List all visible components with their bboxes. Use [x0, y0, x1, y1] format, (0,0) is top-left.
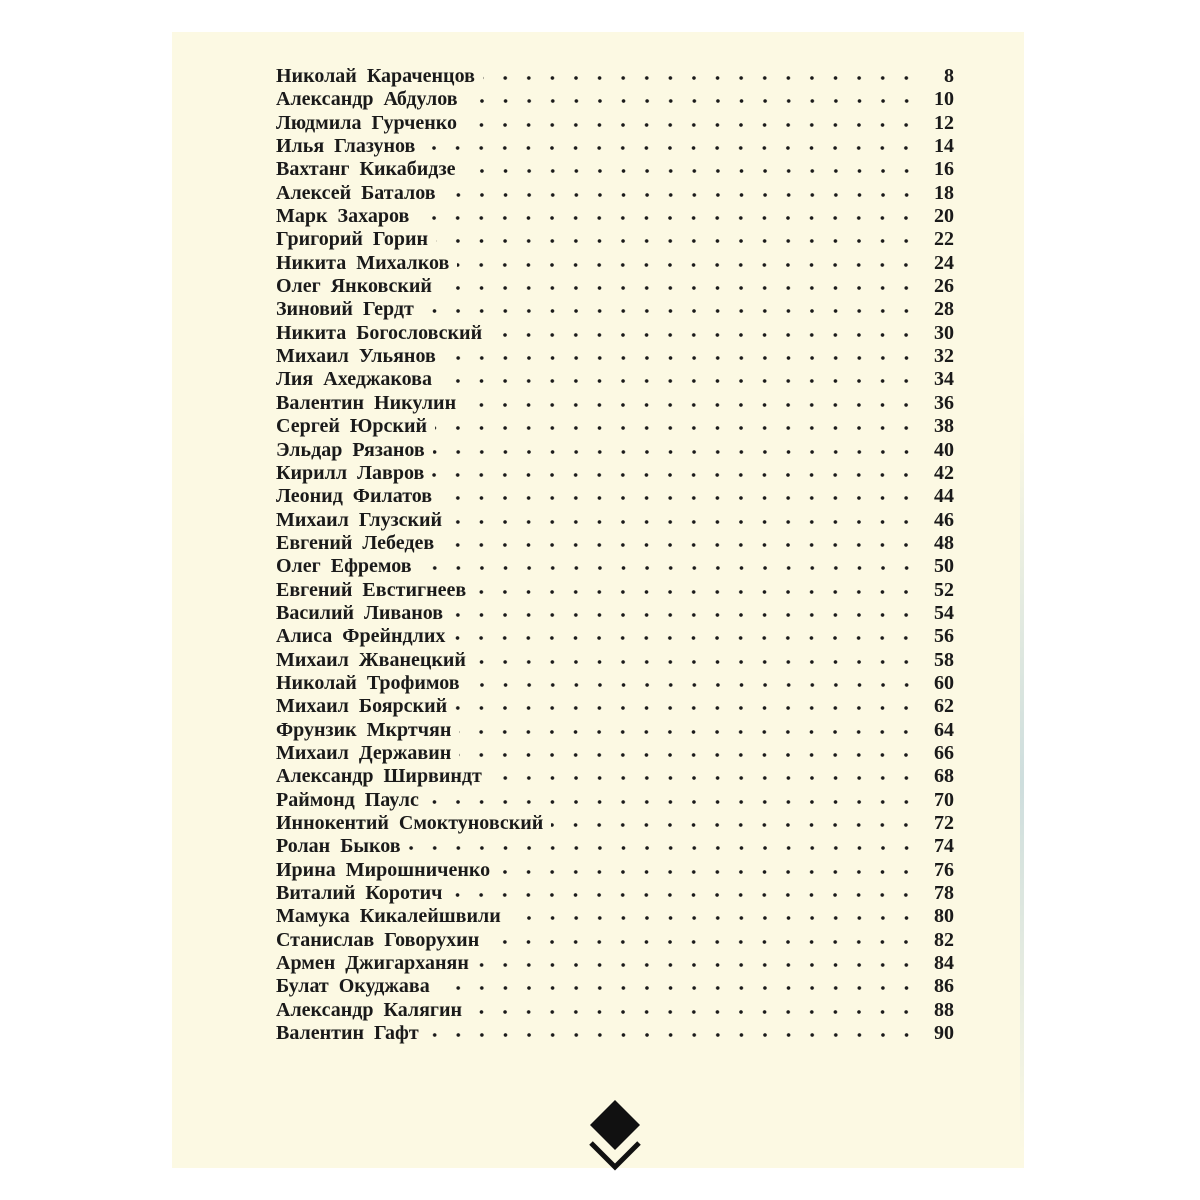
- toc-dot-leader: [440, 367, 918, 387]
- toc-entry-page-number: 22: [934, 228, 954, 251]
- toc-dot-leader: [464, 157, 918, 177]
- toc-entry: [276, 739, 954, 762]
- toc-entry-name: Михаил Державин: [276, 741, 452, 764]
- toc-entry-name: Никита Михалков: [276, 251, 450, 274]
- toc-dot-leader: [432, 461, 918, 481]
- toc-entry-name: Вахтанг Кикабидзе: [276, 158, 456, 181]
- toc-entry-name: Виталий Коротич: [276, 882, 443, 905]
- toc-entry-page-number: 24: [934, 251, 954, 274]
- toc-dot-leader: [417, 204, 918, 224]
- toc-entry: [276, 552, 954, 578]
- toc-entry: [276, 272, 954, 298]
- toc-dot-leader: [450, 508, 918, 528]
- toc-entry: [276, 459, 954, 482]
- toc-dot-leader: [444, 181, 918, 201]
- toc-entry-page-number: 38: [934, 415, 954, 438]
- toc-entry-page-number: 28: [934, 298, 954, 321]
- toc-entry: [276, 762, 954, 788]
- toc-entry: [276, 179, 954, 202]
- toc-entry-page-number: 18: [934, 181, 954, 204]
- toc-entry: [276, 926, 954, 949]
- toc-entry: [276, 249, 954, 272]
- toc-entry-name: Мамука Кикалейшвили: [276, 905, 501, 928]
- toc-entry-page-number: 40: [934, 438, 954, 461]
- toc-entry-page-number: 72: [934, 812, 954, 834]
- toc-entry-page-number: 62: [934, 695, 954, 718]
- toc-dot-leader: [483, 64, 918, 84]
- toc-dot-leader: [490, 321, 918, 341]
- toc-dot-leader: [466, 87, 918, 107]
- toc-entry: [276, 506, 954, 529]
- toc-entry-name: Валентин Гафт: [276, 1022, 419, 1045]
- toc-entry-page-number: 76: [934, 858, 954, 881]
- toc-entry-page-number: 8: [944, 65, 954, 87]
- toc-entry-name: Кирилл Лавров: [276, 461, 425, 484]
- toc-entry-name: Василий Ливанов: [276, 601, 444, 624]
- toc-entry: [276, 225, 954, 251]
- toc-entry: [276, 319, 954, 342]
- toc-entry: [276, 482, 954, 508]
- toc-entry-page-number: 70: [934, 788, 954, 811]
- toc-entry-page-number: 26: [934, 275, 954, 298]
- toc-entry-page-number: 30: [934, 321, 954, 344]
- toc-entry-page-number: 56: [934, 625, 954, 648]
- toc-entry-name: Леонид Филатов: [276, 485, 433, 508]
- toc-entry: [276, 949, 954, 975]
- toc-entry: [276, 342, 954, 368]
- toc-dot-leader: [435, 414, 918, 434]
- toc-entry-name: Михаил Ульянов: [276, 345, 436, 368]
- toc-entry: [276, 576, 954, 599]
- toc-entry-page-number: 88: [934, 998, 954, 1021]
- toc-entry-name: Алексей Баталов: [276, 181, 436, 204]
- toc-entry-page-number: 66: [934, 741, 954, 764]
- publisher-diamond-logo-icon: [588, 1100, 642, 1172]
- toc-entry: [276, 879, 954, 905]
- toc-dot-leader: [551, 811, 918, 831]
- toc-dot-leader: [427, 1021, 918, 1041]
- toc-entry-name: Людмила Гурченко: [276, 111, 458, 134]
- toc-entry-name: Михаил Глузский: [276, 508, 443, 531]
- toc-dot-leader: [477, 951, 918, 971]
- toc-entry-name: Евгений Лебедев: [276, 531, 435, 554]
- toc-dot-leader: [457, 251, 918, 271]
- toc-entry-page-number: 54: [934, 601, 954, 624]
- toc-dot-leader: [459, 741, 918, 761]
- toc-entry-name: Раймонд Паулс: [276, 788, 419, 811]
- toc-dot-leader: [490, 764, 918, 784]
- toc-dot-leader: [423, 134, 918, 154]
- toc-entry: [276, 599, 954, 622]
- toc-entry-page-number: 42: [934, 461, 954, 484]
- toc-entry-name: Фрунзик Мкртчян: [276, 718, 452, 741]
- toc-entry: [276, 996, 954, 1019]
- toc-entry: [276, 646, 954, 669]
- toc-dot-leader: [442, 531, 918, 551]
- toc-dot-leader: [436, 227, 918, 247]
- toc-entry-page-number: 58: [934, 648, 954, 671]
- toc-entry-page-number: 10: [934, 88, 954, 111]
- toc-entry-page-number: 36: [934, 391, 954, 414]
- toc-entry: [276, 856, 954, 879]
- toc-entry-page-number: 64: [934, 718, 954, 741]
- toc-entry-name: Станислав Говорухин: [276, 928, 480, 951]
- toc-entry-name: Лия Ахеджакова: [276, 368, 432, 391]
- toc-dot-leader: [474, 648, 918, 668]
- toc-entry: [276, 786, 954, 809]
- toc-entry-page-number: 46: [934, 508, 954, 531]
- toc-dot-leader: [409, 834, 918, 854]
- toc-entry: [276, 295, 954, 321]
- toc-entry: [276, 365, 954, 391]
- table-of-contents: [276, 62, 954, 1045]
- toc-entry-page-number: 86: [934, 975, 954, 998]
- toc-entry-name: Николай Караченцов: [276, 65, 475, 87]
- toc-entry: [276, 109, 954, 132]
- toc-dot-leader: [427, 788, 918, 808]
- toc-entry-page-number: 74: [934, 835, 954, 858]
- toc-dot-leader: [451, 601, 918, 621]
- toc-dot-leader: [420, 554, 918, 574]
- toc-dot-leader: [440, 274, 918, 294]
- toc-entry-page-number: 44: [934, 485, 954, 508]
- toc-entry-page-number: 32: [934, 345, 954, 368]
- toc-entry-name: Григорий Горин: [276, 228, 429, 251]
- toc-entry-name: Евгений Евстигнеев: [276, 578, 467, 601]
- book-page: [172, 32, 1024, 1168]
- toc-entry-name: Иннокентий Смоктуновский: [276, 812, 544, 834]
- toc-entry-page-number: 12: [934, 111, 954, 134]
- toc-dot-leader: [450, 881, 918, 901]
- toc-dot-leader: [438, 974, 918, 994]
- toc-dot-leader: [422, 297, 918, 317]
- toc-entry-name: Михаил Боярский: [276, 695, 448, 718]
- toc-entry: [276, 832, 954, 858]
- toc-entry-name: Зиновий Гердт: [276, 298, 414, 321]
- toc-entry-page-number: 68: [934, 765, 954, 788]
- toc-entry-page-number: 34: [934, 368, 954, 391]
- toc-entry: [276, 412, 954, 438]
- toc-entry-name: Армен Джигарханян: [276, 952, 469, 975]
- toc-entry: [276, 622, 954, 648]
- toc-entry: [276, 62, 954, 85]
- toc-entry-page-number: 14: [934, 135, 954, 158]
- toc-entry-page-number: 50: [934, 555, 954, 578]
- toc-dot-leader: [470, 998, 918, 1018]
- toc-entry-page-number: 78: [934, 882, 954, 905]
- toc-entry-name: Александр Ширвиндт: [276, 765, 482, 788]
- toc-entry-page-number: 80: [934, 905, 954, 928]
- toc-entry-page-number: 20: [934, 205, 954, 228]
- toc-entry: [276, 529, 954, 552]
- toc-dot-leader: [487, 928, 918, 948]
- toc-entry-name: Эльдар Рязанов: [276, 438, 425, 461]
- toc-entry-name: Михаил Жванецкий: [276, 648, 466, 671]
- toc-entry: [276, 669, 954, 692]
- toc-entry-page-number: 82: [934, 928, 954, 951]
- toc-entry: [276, 85, 954, 111]
- toc-entry: [276, 809, 954, 832]
- toc-entry-name: Александр Калягин: [276, 998, 463, 1021]
- toc-dot-leader: [440, 484, 918, 504]
- toc-entry-name: Булат Окуджава: [276, 975, 430, 998]
- toc-entry: [276, 1019, 954, 1045]
- toc-dot-leader: [464, 391, 918, 411]
- toc-entry-page-number: 60: [934, 671, 954, 694]
- toc-entry-name: Ирина Мирошниченко: [276, 858, 491, 881]
- toc-entry-page-number: 16: [934, 158, 954, 181]
- toc-entry: [276, 389, 954, 412]
- toc-entry: [276, 132, 954, 158]
- toc-entry: [276, 716, 954, 739]
- toc-dot-leader: [468, 671, 918, 691]
- toc-dot-leader: [474, 578, 918, 598]
- toc-dot-leader: [509, 904, 918, 924]
- toc-entry: [276, 902, 954, 928]
- toc-entry-page-number: 52: [934, 578, 954, 601]
- toc-entry-name: Николай Трофимов: [276, 671, 460, 694]
- toc-dot-leader: [453, 624, 918, 644]
- toc-entry-name: Олег Янковский: [276, 275, 432, 298]
- toc-dot-leader: [455, 694, 918, 714]
- toc-dot-leader: [498, 858, 918, 878]
- toc-entry: [276, 202, 954, 228]
- toc-entry-page-number: 90: [934, 1022, 954, 1045]
- toc-dot-leader: [444, 344, 918, 364]
- toc-entry-name: Александр Абдулов: [276, 88, 458, 111]
- toc-entry-name: Илья Глазунов: [276, 135, 416, 158]
- toc-entry: [276, 972, 954, 998]
- toc-entry: [276, 436, 954, 459]
- toc-entry-page-number: 48: [934, 531, 954, 554]
- toc-entry-name: Никита Богословский: [276, 321, 483, 344]
- toc-entry-page-number: 84: [934, 952, 954, 975]
- toc-dot-leader: [459, 718, 918, 738]
- toc-entry-name: Сергей Юрский: [276, 415, 427, 438]
- toc-entry-name: Алиса Фрейндлих: [276, 625, 446, 648]
- toc-entry: [276, 692, 954, 718]
- toc-dot-leader: [465, 111, 918, 131]
- toc-entry-name: Валентин Никулин: [276, 391, 457, 414]
- toc-entry-name: Ролан Быков: [276, 835, 401, 858]
- toc-entry: [276, 155, 954, 181]
- toc-entry-name: Олег Ефремов: [276, 555, 412, 578]
- toc-dot-leader: [433, 438, 918, 458]
- toc-entry-name: Марк Захаров: [276, 205, 410, 228]
